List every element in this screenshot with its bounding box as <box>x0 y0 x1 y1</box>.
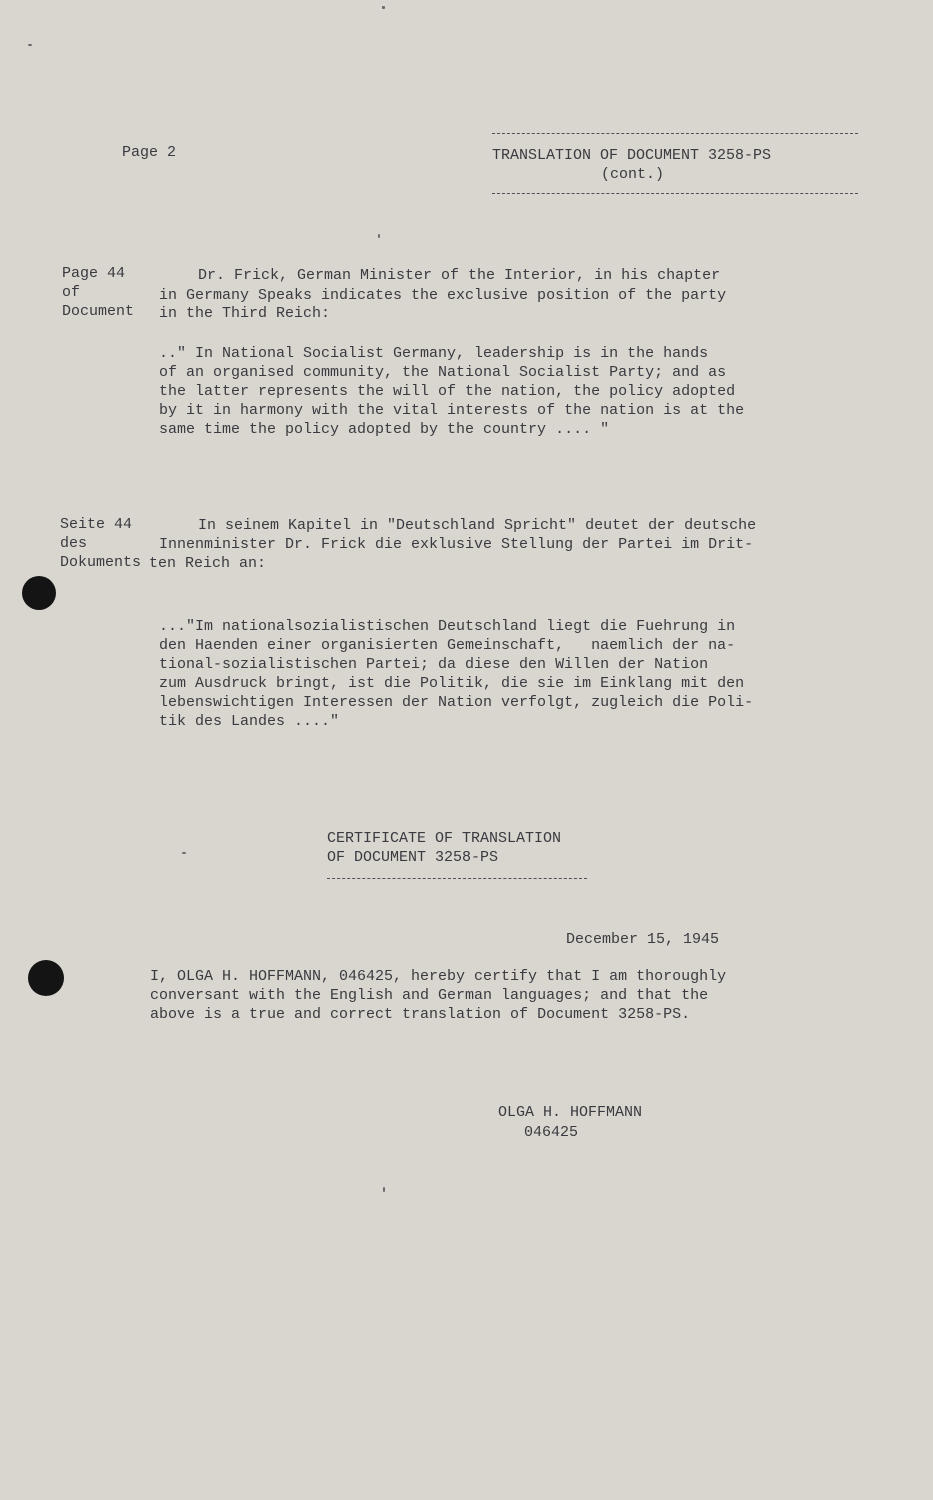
english-intro-line: in the Third Reich: <box>159 305 331 322</box>
english-margin-page: Page 44 <box>62 265 126 282</box>
header-rule-bottom <box>492 193 858 194</box>
certificate-date: December 15, 1945 <box>566 931 720 948</box>
scan-speck <box>182 852 186 854</box>
english-intro-line: in Germany Speaks indicates the exclusive position of the party <box>159 287 727 304</box>
english-quote-line: by it in harmony with the vital interests of the nation is at the <box>159 402 745 419</box>
english-margin-document: Document <box>62 303 135 320</box>
german-intro-line: Innenminister Dr. Frick die exklusive Stellung der Partei im Drit- <box>159 536 754 553</box>
german-intro-line: In seinem Kapitel in "Deutschland Spricht" deutet der deutsche <box>198 517 757 534</box>
english-quote-line: the latter represents the will of the nation, the policy adopted <box>159 383 736 400</box>
scan-speck <box>378 234 380 238</box>
german-margin-dokuments: Dokuments <box>60 554 142 571</box>
document-title-cont: (cont.) <box>601 166 665 183</box>
german-quote-line: ..."Im nationalsozialistischen Deutschland liegt die Fuehrung in <box>159 618 736 635</box>
german-quote-line: lebenswichtigen Interessen der Nation verfolgt, zugleich die Poli- <box>159 694 754 711</box>
scan-speck <box>28 44 32 46</box>
scan-speck <box>383 1187 385 1192</box>
certificate-title-line2: OF DOCUMENT 3258-PS <box>327 849 499 866</box>
english-quote-line: same time the policy adopted by the country .... " <box>159 421 610 438</box>
english-quote-line: of an organised community, the National Socialist Party; and as <box>159 364 727 381</box>
german-intro-line: ten Reich an: <box>149 555 267 572</box>
certificate-title: CERTIFICATE OF TRANSLATION <box>327 830 562 847</box>
document-title: TRANSLATION OF DOCUMENT 3258-PS <box>492 147 772 164</box>
english-quote-line: .." In National Socialist Germany, leadership is in the hands <box>159 345 709 362</box>
page-label: Page 2 <box>122 144 177 161</box>
certificate-body-line: above is a true and correct translation of Document 3258-PS. <box>150 1006 691 1023</box>
german-margin-des: des <box>60 535 88 552</box>
german-quote-line: zum Ausdruck bringt, ist die Politik, die sie im Einklang mit den <box>159 675 745 692</box>
german-quote-line: tional-sozialistischen Partei; da diese den Willen der Nation <box>159 656 709 673</box>
signature-name: OLGA H. HOFFMANN <box>498 1104 643 1121</box>
punch-hole <box>22 576 56 610</box>
german-quote-line: tik des Landes ...." <box>159 713 340 730</box>
english-intro-line: Dr. Frick, German Minister of the Interior, in his chapter <box>198 267 721 284</box>
certificate-body-line: conversant with the English and German languages; and that the <box>150 987 709 1004</box>
german-margin-seite: Seite 44 <box>60 516 133 533</box>
german-quote-line: den Haenden einer organisierten Gemeinschaft, naemlich der na- <box>159 637 736 654</box>
signature-number: 046425 <box>524 1124 579 1141</box>
certificate-body-line: I, OLGA H. HOFFMANN, 046425, hereby certify that I am thoroughly <box>150 968 727 985</box>
certificate-rule <box>327 878 587 879</box>
punch-hole <box>28 960 64 996</box>
header-rule-top <box>492 133 858 134</box>
english-margin-of: of <box>62 284 81 301</box>
scan-speck <box>382 6 385 9</box>
